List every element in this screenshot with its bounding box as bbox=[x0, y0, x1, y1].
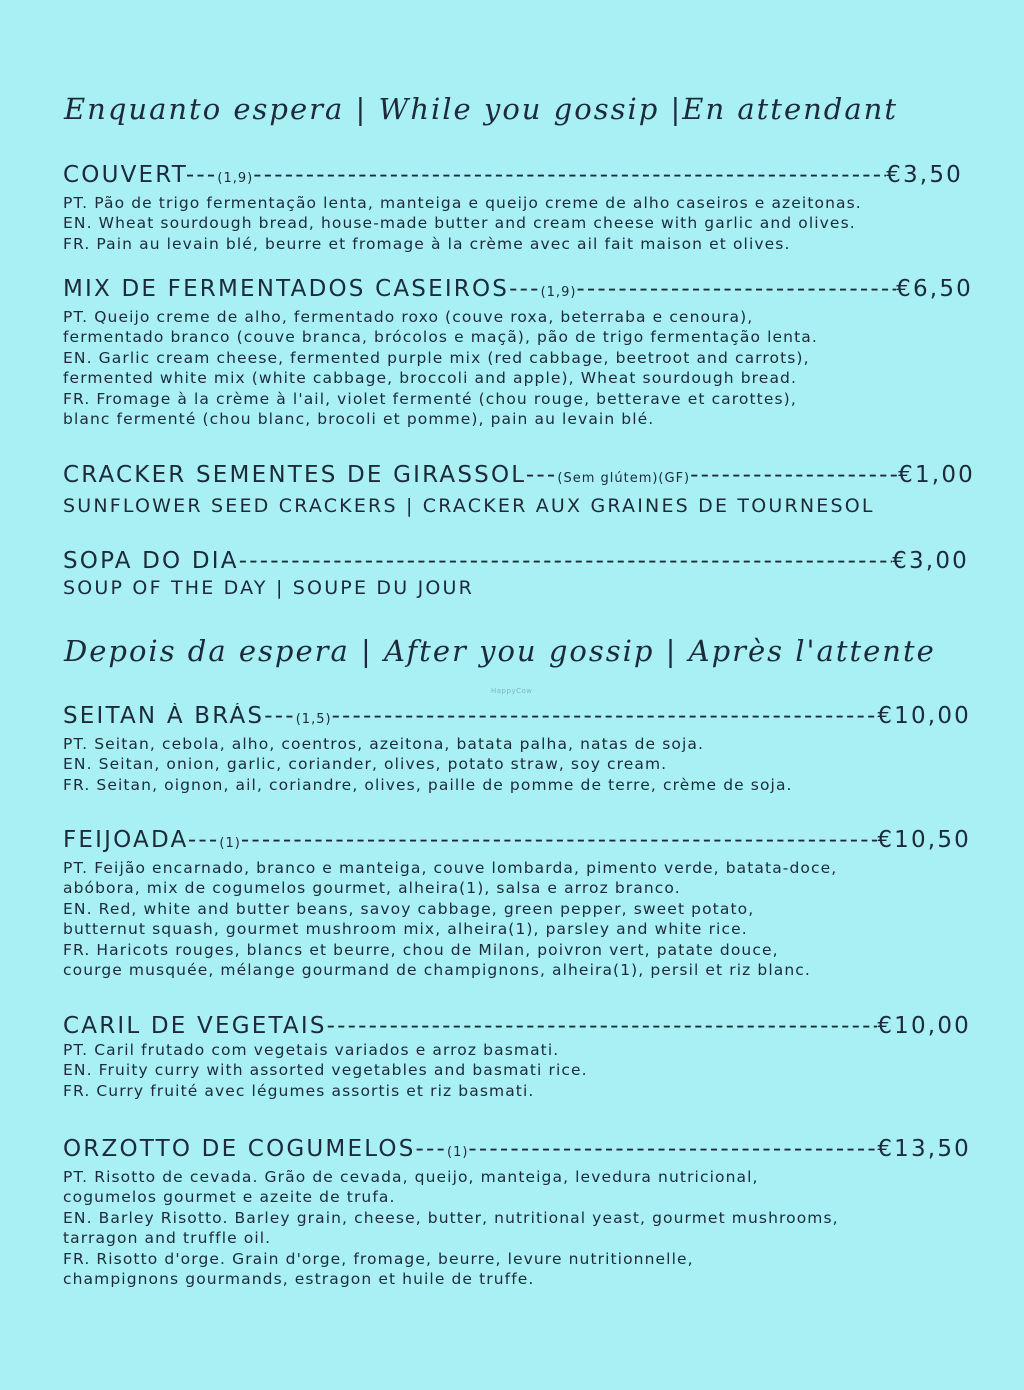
description-line: FR. Haricots rouges, blancs et beurre, chou de Milan, poivron vert, patate douce, bbox=[63, 940, 779, 959]
dot-leader bbox=[241, 827, 877, 853]
item-description bbox=[63, 1040, 971, 1101]
description-line: PT. Queijo creme de alho, fermentado roxo (couve roxa, beterraba e cenoura), bbox=[63, 308, 754, 326]
item-description bbox=[63, 858, 971, 980]
description-line: EN. Red, white and butter beans, savoy cabbage, green pepper, sweet potato, bbox=[63, 899, 755, 918]
description-line: EN. Garlic cream cheese, fermented purple mix (red cabbage, beetroot and carrots), bbox=[63, 348, 810, 367]
description-line: courge musquée, mélange gourmand de champignons, alheira(1), persil et riz blanc. bbox=[63, 961, 811, 980]
description-line: FR. Seitan, oignon, ail, coriandre, olives, paille de pomme de terre, crème de soja. bbox=[63, 775, 793, 794]
description-line: champignons gourmands, estragon et huile de truffe. bbox=[63, 1270, 535, 1289]
item-price: €10,00 bbox=[877, 703, 971, 729]
item-allergens: (1) bbox=[219, 836, 241, 851]
dot-leader bbox=[239, 548, 892, 574]
item-header bbox=[63, 162, 963, 192]
item-name: CRACKER SEMENTES DE GIRASSOL--- bbox=[63, 462, 558, 488]
description-line: FR. Curry fruité avec légumes assortis et riz basmati. bbox=[63, 1081, 535, 1100]
item-description bbox=[63, 1167, 971, 1289]
item-name: CARIL DE VEGETAIS bbox=[63, 1013, 327, 1039]
menu-item-cracker bbox=[63, 462, 975, 518]
watermark: HappyCow bbox=[491, 687, 533, 695]
section-title-while-you-wait: Enquanto espera | While you gossip |En attendant bbox=[64, 92, 898, 126]
dot-leader bbox=[332, 703, 878, 729]
description-line: fermented white mix (white cabbage, broccoli and apple), Wheat sourdough bread. bbox=[63, 369, 798, 388]
description-line: EN. Wheat sourdough bread, house-made butter and cream cheese with garlic and olives. bbox=[63, 214, 856, 233]
description-line: PT. Feijão encarnado, branco e manteiga, couve lombarda, pimento verde, batata-doce, bbox=[63, 859, 838, 877]
section-title-after-wait: Depois da espera | After you gossip | Après l'attente bbox=[64, 634, 936, 668]
item-header bbox=[63, 1136, 971, 1166]
description-line: abóbora, mix de cogumelos gourmet, alheira(1), salsa e arroz branco. bbox=[63, 879, 681, 898]
item-name: COUVERT--- bbox=[63, 162, 218, 188]
menu-item-feijoada bbox=[63, 827, 971, 980]
item-allergens: (1) bbox=[447, 1145, 469, 1160]
item-header bbox=[63, 276, 973, 306]
item-name: SOPA DO DIA bbox=[63, 548, 239, 574]
menu-item-caril bbox=[63, 1013, 971, 1101]
item-description bbox=[63, 193, 963, 254]
menu-item-orzotto bbox=[63, 1136, 971, 1289]
item-description bbox=[63, 734, 971, 795]
dot-leader bbox=[576, 276, 896, 302]
item-header bbox=[63, 703, 971, 733]
item-name: SEITAN À BRÁS--- bbox=[63, 703, 296, 729]
item-header bbox=[63, 1013, 971, 1039]
menu-item-seitan bbox=[63, 703, 971, 795]
description-line: tarragon and truffle oil. bbox=[63, 1229, 272, 1248]
description-line: PT. Seitan, cebola, alho, coentros, azeitona, batata palha, natas de soja. bbox=[63, 735, 704, 753]
item-name: FEIJOADA--- bbox=[63, 827, 220, 853]
item-description bbox=[63, 307, 973, 429]
description-line: EN. Barley Risotto. Barley grain, cheese, butter, nutritional yeast, gourmet mushrooms, bbox=[63, 1208, 839, 1227]
item-header bbox=[63, 827, 971, 857]
description-line: blanc fermenté (chou blanc, brocoli et pomme), pain au levain blé. bbox=[63, 410, 655, 429]
item-name: ORZOTTO DE COGUMELOS--- bbox=[63, 1136, 447, 1162]
item-price: €1,00 bbox=[898, 462, 975, 488]
description-line: cogumelos gourmet e azeite de trufa. bbox=[63, 1188, 396, 1207]
dot-leader bbox=[690, 462, 898, 488]
dot-leader bbox=[468, 1136, 877, 1162]
item-allergens: (1,9) bbox=[217, 171, 254, 186]
description-line: PT. Risotto de cevada. Grão de cevada, queijo, manteiga, levedura nutricional, bbox=[63, 1168, 759, 1186]
description-line: FR. Risotto d'orge. Grain d'orge, fromage, beurre, levure nutritionnelle, bbox=[63, 1249, 694, 1268]
menu-item-mix-fermentados bbox=[63, 276, 973, 429]
item-subtitle: SUNFLOWER SEED CRACKERS | CRACKER AUX GRAINES DE TOURNESOL bbox=[63, 495, 875, 517]
item-allergens: (Sem glútem)(GF) bbox=[557, 471, 691, 486]
description-line: PT. Caril frutado com vegetais variados e arroz basmati. bbox=[63, 1041, 560, 1059]
item-allergens: (1,5) bbox=[295, 712, 332, 727]
description-line: FR. Pain au levain blé, beurre et fromage à la crème avec ail fait maison et olives. bbox=[63, 234, 791, 253]
description-line: butternut squash, gourmet mushroom mix, alheira(1), parsley and white rice. bbox=[63, 920, 748, 939]
description-line: PT. Pão de trigo fermentação lenta, manteiga e queijo creme de alho caseiros e azeitonas. bbox=[63, 194, 862, 212]
item-price: €13,50 bbox=[877, 1136, 971, 1162]
dot-leader bbox=[327, 1013, 878, 1039]
item-price: €10,50 bbox=[877, 827, 971, 853]
item-header bbox=[63, 462, 975, 492]
description-line: EN. Fruity curry with assorted vegetables and basmati rice. bbox=[63, 1061, 588, 1080]
item-price: €6,50 bbox=[896, 276, 973, 302]
menu-item-couvert bbox=[63, 162, 963, 254]
menu-item-sopa bbox=[63, 548, 969, 600]
item-name: MIX DE FERMENTADOS CASEIROS--- bbox=[63, 276, 541, 302]
dot-leader bbox=[253, 162, 886, 188]
item-allergens: (1,9) bbox=[540, 285, 577, 300]
item-price: €3,50 bbox=[886, 162, 963, 188]
item-subtitle: SOUP OF THE DAY | SOUPE DU JOUR bbox=[63, 577, 475, 599]
item-price: €3,00 bbox=[892, 548, 969, 574]
description-line: FR. Fromage à la crème à l'ail, violet fermenté (chou rouge, betterave et carottes), bbox=[63, 389, 797, 408]
item-header bbox=[63, 548, 969, 574]
description-line: EN. Seitan, onion, garlic, coriander, olives, potato straw, soy cream. bbox=[63, 755, 668, 774]
item-price: €10,00 bbox=[877, 1013, 971, 1039]
description-line: fermentado branco (couve branca, brócolos e maçã), pão de trigo fermentação lenta. bbox=[63, 328, 818, 347]
